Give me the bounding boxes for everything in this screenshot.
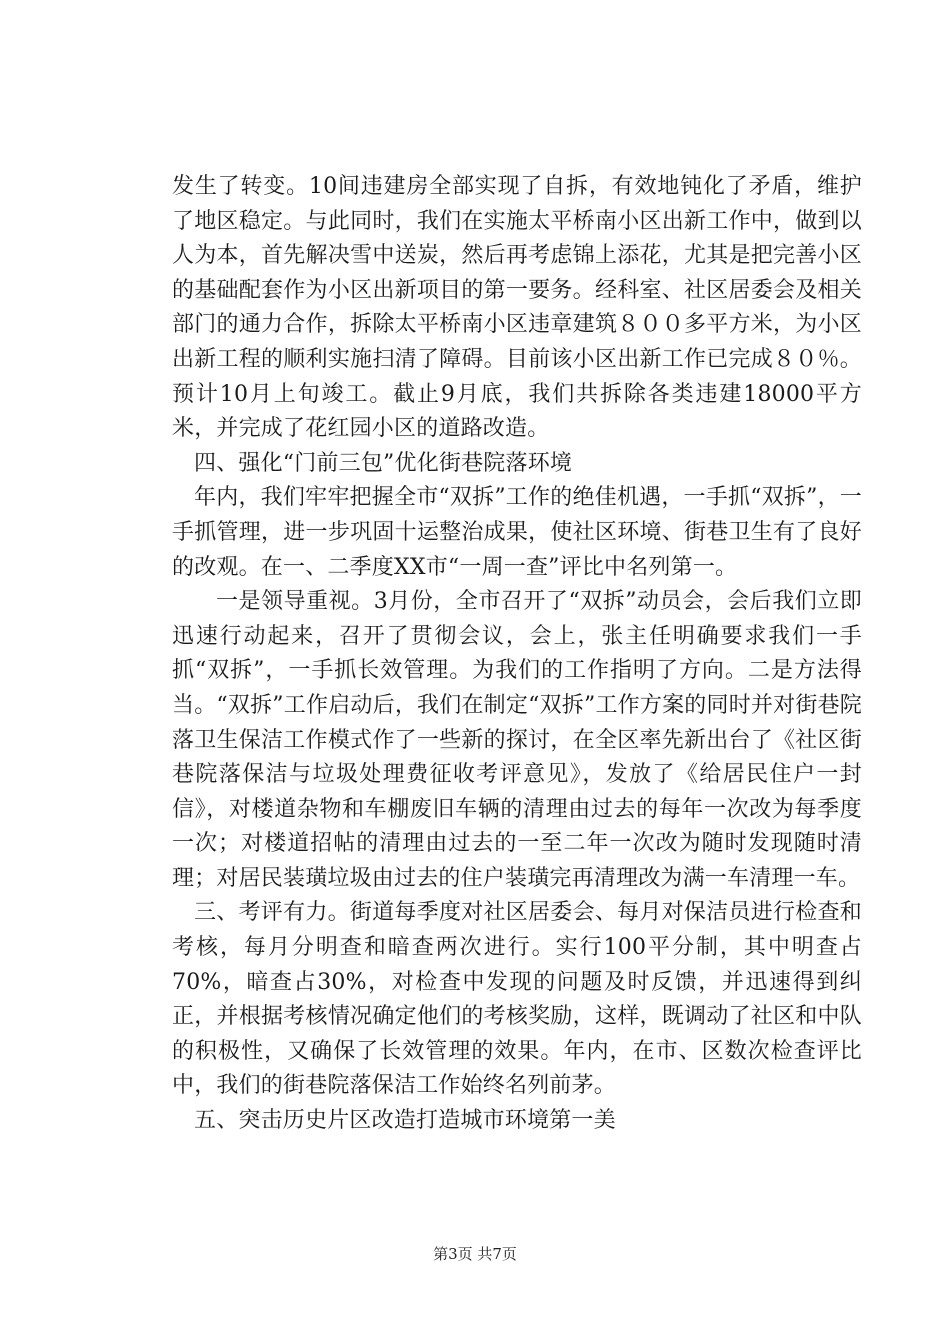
section-heading-5: 五、突击历史片区改造打造城市环境第一美 [194,1108,616,1134]
page-footer: 第3页 共7页 [433,1245,517,1263]
paragraph-continuation: 发生了转变。10间违建房全部实现了自拆，有效地钝化了矛盾，维护了地区稳定。与此同时，我们在实施太平桥南小区出新工作中，做到以人为本，首先解决雪中送炭，然后再考虑锦上添花，尤其是把完善小区的基础配套作为小区出新项目的第一要务。经科室、社区居委会及相关部门的通力合作，拆除太平桥南小区违章建筑８００多平方米，为小区出新工程的顺利实施扫清了障碍。目前该小区出新工作已完成８０％。预计10月上旬竣工。截止9月底，我们共拆除各类违建18000平方米，并完成了花红园小区的道路改造。 [172,174,862,442]
paragraph: 年内，我们牢牢把握全市“双拆”工作的绝佳机遇，一手抓“双拆”，一手抓管理，进一步巩固十运整治成果，使社区环境、街巷卫生有了良好的改观。在一、二季度XX市“一周一查”评比中名列第一。 [172,485,862,580]
section-heading-4: 四、强化“门前三包”优化街巷院落环境 [194,450,573,476]
paragraph: 三、考评有力。街道每季度对社区居委会、每月对保洁员进行检查和考核，每月分明查和暗查两次进行。实行100平分制，其中明查占70%，暗查占30%，对检查中发现的问题及时反馈，并迅速得到纠正，并根据考核情况确定他们的考核奖励，这样，既调动了社区和中队的积极性，又确保了长效管理的效果。年内，在市、区数次检查评比中，我们的街巷院落保洁工作始终名列前茅。 [172,900,862,1099]
document-body [172,170,862,1139]
paragraph: 一是领导重视。3月份，全市召开了“双拆”动员会，会后我们立即迅速行动起来，召开了贯彻会议，会上，张主任明确要求我们一手抓“双拆”，一手抓长效管理。为我们的工作指明了方向。二是方法得当。“双拆”工作启动后，我们在制定“双拆”工作方案的同时并对街巷院落卫生保洁工作模式作了一些新的探讨，在全区率先新出台了《社区街巷院落保洁与垃圾处理费征收考评意见》，发放了《给居民住户一封信》，对楼道杂物和车棚废旧车辆的清理由过去的每年一次改为每季度一次；对楼道招帖的清理由过去的一至二年一次改为随时发现随时清理；对居民装璜垃圾由过去的住户装璜完再清理改为满一车清理一车。 [172,589,862,891]
